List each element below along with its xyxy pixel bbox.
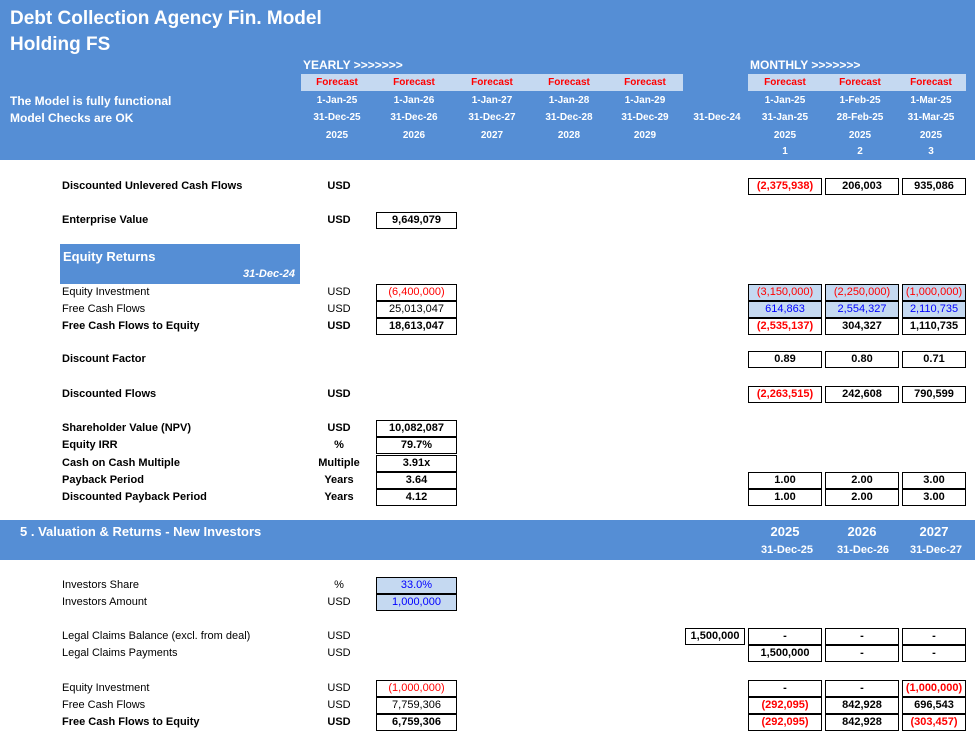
row-label: Discounted Flows: [62, 388, 157, 400]
row-unit: USD: [327, 716, 351, 728]
cell-year-1[interactable]: (292,095): [748, 714, 822, 731]
period-end: 31-Mar-25: [907, 112, 955, 123]
row-label: Investors Amount: [62, 596, 147, 608]
period-start: 1-Jan-29: [624, 95, 666, 106]
period-start: 1-Mar-25: [910, 95, 952, 106]
row-label: Discounted Unlevered Cash Flows: [62, 180, 243, 192]
cell-year-3[interactable]: (303,457): [902, 714, 966, 731]
period-end: 28-Feb-25: [836, 112, 884, 123]
row-label: Investors Share: [62, 579, 140, 591]
cell-total[interactable]: 18,613,047: [376, 318, 457, 335]
cell-year-1[interactable]: -: [748, 680, 822, 697]
cell-year-2[interactable]: 842,928: [825, 697, 899, 714]
row-unit: USD: [327, 214, 351, 226]
cell-total[interactable]: 7,759,306: [376, 697, 457, 714]
cell-month-1[interactable]: 1.00: [748, 472, 822, 489]
row-label: Equity Investment: [62, 682, 150, 694]
cell-month-2[interactable]: 2.00: [825, 472, 899, 489]
period-end: 31-Dec-26: [390, 112, 438, 123]
period-start: 1-Jan-25: [764, 95, 806, 106]
cell-month-2[interactable]: 2,554,327: [825, 301, 899, 318]
period-end: 31-Dec-28: [545, 112, 593, 123]
period-year: 2025: [325, 130, 349, 141]
cell-year-1[interactable]: -: [748, 628, 822, 645]
cell-total[interactable]: (1,000,000): [376, 680, 457, 697]
cell-value[interactable]: 79.7%: [376, 437, 457, 454]
row-label: Equity Investment: [62, 286, 150, 298]
cell-year-2[interactable]: -: [825, 645, 899, 662]
period-year: 2027: [480, 130, 504, 141]
period-end: 31-Jan-25: [761, 112, 809, 123]
row-label: Discount Factor: [62, 353, 146, 365]
forecast-label: Forecast: [548, 77, 590, 88]
cell-year-2[interactable]: -: [825, 680, 899, 697]
period-start: 1-Jan-27: [471, 95, 513, 106]
row-unit: %: [334, 439, 344, 451]
row-label: Free Cash Flows to Equity: [62, 716, 200, 728]
forecast-label: Forecast: [764, 77, 806, 88]
cell-month-1[interactable]: (3,150,000): [748, 284, 822, 301]
cell-year-2[interactable]: -: [825, 628, 899, 645]
cell-total[interactable]: 25,013,047: [376, 301, 457, 318]
period-index: 3: [928, 146, 934, 157]
cell-month-2[interactable]: 304,327: [825, 318, 899, 335]
row-unit: USD: [327, 647, 351, 659]
row-label: Free Cash Flows: [62, 303, 146, 315]
section5-title: 5 . Valuation & Returns - New Investors: [20, 524, 262, 539]
model-subtitle: Holding FS: [10, 34, 111, 55]
row-unit: USD: [327, 180, 351, 192]
section5-year-3: 2027: [919, 524, 949, 539]
investors-amount-input[interactable]: 1,000,000: [376, 594, 457, 611]
cell-month-3[interactable]: 0.71: [902, 351, 966, 368]
model-status-checks: Model Checks are OK: [10, 111, 134, 125]
cell-month-2[interactable]: 206,003: [825, 178, 899, 195]
cell-total[interactable]: 6,759,306: [376, 714, 457, 731]
cell-month-3[interactable]: (1,000,000): [902, 284, 966, 301]
forecast-label: Forecast: [316, 77, 358, 88]
row-label: Discounted Payback Period: [62, 491, 207, 503]
period-start: 1-Jan-26: [393, 95, 435, 106]
cell-month-3[interactable]: 3.00: [902, 489, 966, 506]
forecast-label: Forecast: [910, 77, 952, 88]
cell-year-1[interactable]: 1,500,000: [748, 645, 822, 662]
period-end: 31-Dec-27: [468, 112, 516, 123]
forecast-label: Forecast: [624, 77, 666, 88]
row-label: Legal Claims Payments: [62, 647, 178, 659]
row-label: Equity IRR: [62, 439, 118, 451]
row-unit: USD: [327, 422, 351, 434]
cell-month-1[interactable]: (2,375,938): [748, 178, 822, 195]
cell-year-2[interactable]: 842,928: [825, 714, 899, 731]
cell-value[interactable]: 4.12: [376, 489, 457, 506]
row-label: Enterprise Value: [62, 214, 149, 226]
equity-returns-date: 31-Dec-24: [243, 268, 295, 280]
investors-share-input[interactable]: 33.0%: [376, 577, 457, 594]
cell-month-3[interactable]: 790,599: [902, 386, 966, 403]
cell-value[interactable]: 3.91x: [376, 455, 457, 472]
yearly-label: YEARLY >>>>>>>: [303, 58, 403, 72]
row-unit: USD: [327, 682, 351, 694]
row-unit: %: [334, 579, 344, 591]
cell-month-2[interactable]: 2.00: [825, 489, 899, 506]
cell-month-2[interactable]: 0.80: [825, 351, 899, 368]
period-start: 1-Jan-28: [548, 95, 590, 106]
cell-year-3[interactable]: -: [902, 628, 966, 645]
cell-month-3[interactable]: 935,086: [902, 178, 966, 195]
cell-month-1[interactable]: 0.89: [748, 351, 822, 368]
enterprise-value-cell[interactable]: 9,649,079: [376, 212, 457, 229]
period-start: 1-Jan-25: [316, 95, 358, 106]
period-year: 2029: [633, 130, 657, 141]
period-index: 1: [782, 146, 788, 157]
cell-month-1[interactable]: (2,263,515): [748, 386, 822, 403]
forecast-label: Forecast: [471, 77, 513, 88]
forecast-label: Forecast: [839, 77, 881, 88]
row-unit: USD: [327, 699, 351, 711]
period-end: 31-Dec-29: [621, 112, 669, 123]
cell-year-3[interactable]: (1,000,000): [902, 680, 966, 697]
opening-date: 31-Dec-24: [693, 112, 741, 123]
cell-value[interactable]: 3.64: [376, 472, 457, 489]
row-unit: USD: [327, 388, 351, 400]
model-status-functional: The Model is fully functional: [10, 94, 172, 108]
cell-month-1[interactable]: (2,535,137): [748, 318, 822, 335]
period-index: 2: [857, 146, 863, 157]
cell-total[interactable]: (6,400,000): [376, 284, 457, 301]
cell-value[interactable]: 10,082,087: [376, 420, 457, 437]
monthly-label: MONTHLY >>>>>>>: [750, 58, 861, 72]
section5-date-2: 31-Dec-26: [837, 544, 889, 556]
cell-month-1[interactable]: 614,863: [748, 301, 822, 318]
row-unit: USD: [327, 596, 351, 608]
row-label: Payback Period: [62, 474, 144, 486]
forecast-label: Forecast: [393, 77, 435, 88]
cell-year-3[interactable]: -: [902, 645, 966, 662]
row-unit: USD: [327, 303, 351, 315]
row-unit: Years: [324, 474, 354, 486]
section5-year-1: 2025: [770, 524, 800, 539]
cell-month-3[interactable]: 2,110,735: [902, 301, 966, 318]
row-unit: USD: [327, 630, 351, 642]
cell-month-3[interactable]: 3.00: [902, 472, 966, 489]
cell-year-3[interactable]: 696,543: [902, 697, 966, 714]
period-start: 1-Feb-25: [839, 95, 881, 106]
cell-opening[interactable]: 1,500,000: [685, 628, 745, 645]
row-unit: USD: [327, 286, 351, 298]
cell-year-1[interactable]: (292,095): [748, 697, 822, 714]
row-label: Free Cash Flows to Equity: [62, 320, 200, 332]
row-unit: Multiple: [318, 457, 360, 469]
cell-month-2[interactable]: (2,250,000): [825, 284, 899, 301]
equity-returns-title: Equity Returns: [63, 249, 156, 264]
period-year: 2025: [848, 130, 872, 141]
row-unit: Years: [324, 491, 354, 503]
cell-month-2[interactable]: 242,608: [825, 386, 899, 403]
period-year: 2028: [557, 130, 581, 141]
model-title: Debt Collection Agency Fin. Model: [10, 8, 322, 29]
period-year: 2026: [402, 130, 426, 141]
period-year: 2025: [773, 130, 797, 141]
row-label: Legal Claims Balance (excl. from deal): [62, 630, 251, 642]
section5-year-2: 2026: [847, 524, 877, 539]
section5-date-3: 31-Dec-27: [910, 544, 962, 556]
row-unit: USD: [327, 320, 351, 332]
row-label: Shareholder Value (NPV): [62, 422, 191, 434]
cell-month-1[interactable]: 1.00: [748, 489, 822, 506]
period-end: 31-Dec-25: [313, 112, 361, 123]
section5-date-1: 31-Dec-25: [761, 544, 813, 556]
row-label: Cash on Cash Multiple: [62, 457, 180, 469]
row-label: Free Cash Flows: [62, 699, 146, 711]
cell-month-3[interactable]: 1,110,735: [902, 318, 966, 335]
period-year: 2025: [919, 130, 943, 141]
